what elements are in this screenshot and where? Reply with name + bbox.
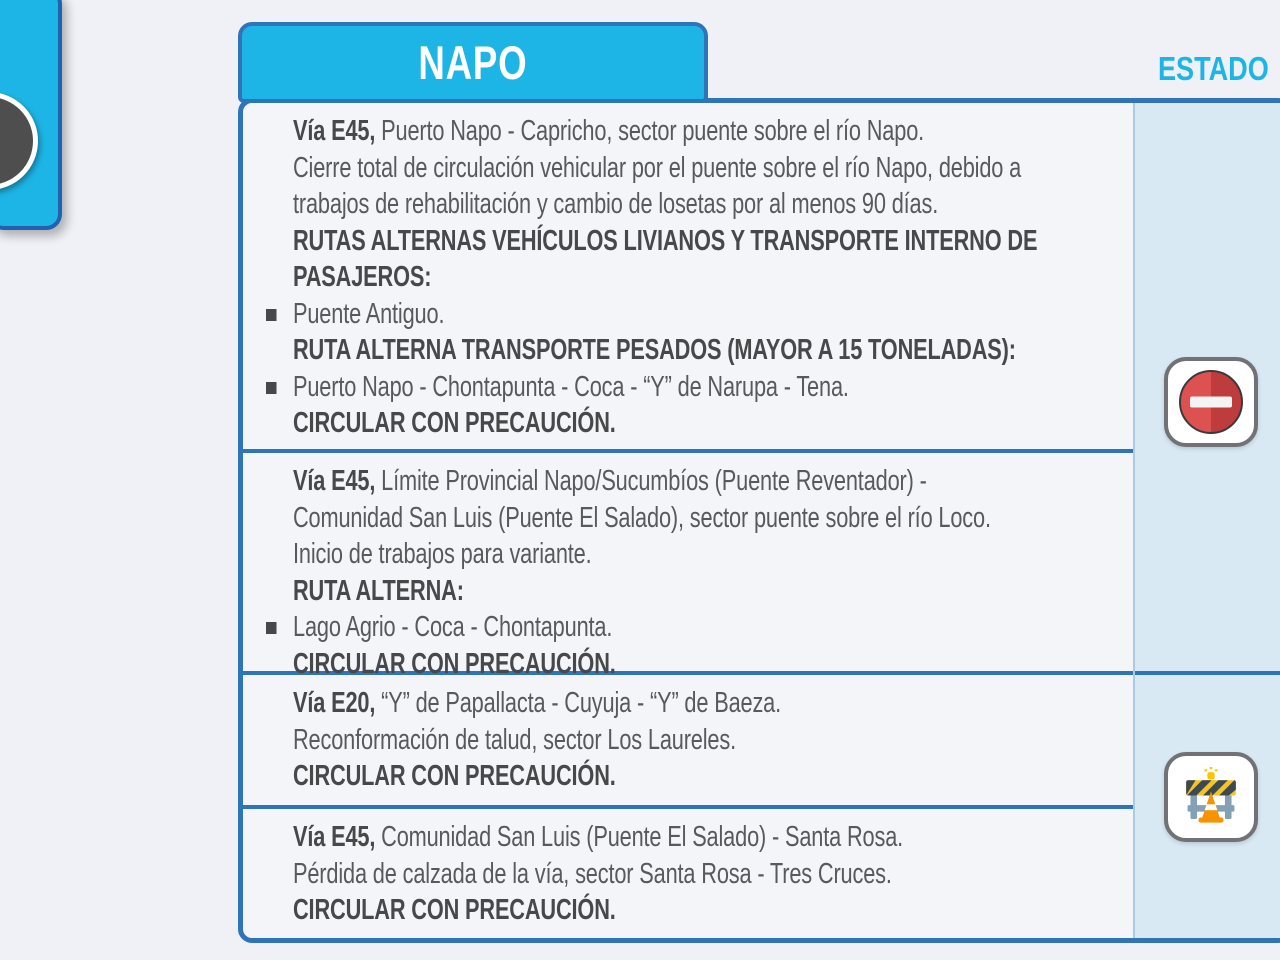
roadwork-icon: [1178, 764, 1244, 830]
route-code: Vía E45,: [293, 115, 376, 147]
route-line: Inicio de trabajos para variante.: [293, 538, 592, 570]
route-line: [293, 113, 1163, 150]
caution-note: CIRCULAR CON PRECAUCIÓN.: [293, 760, 616, 792]
route-line: [293, 463, 1163, 500]
road-status-table: [238, 98, 1280, 943]
table-row: [243, 453, 1133, 680]
route-code: Vía E20,: [293, 687, 376, 719]
status-card: [1164, 752, 1258, 842]
route-line: Comunidad San Luis (Puente El Salado), sector puente sobre el río Loco.: [293, 501, 991, 534]
alt-route-heading: RUTA ALTERNA TRANSPORTE PESADOS (MAYOR A 15 TONELADAS):: [293, 334, 1016, 366]
alt-route-item: Puente Antiguo.: [293, 296, 1163, 333]
tab-napo-label: NAPO: [418, 36, 528, 89]
no-entry-icon: [1179, 370, 1243, 434]
route-line: [293, 685, 1163, 722]
route-line: Pérdida de calzada de la vía, sector Santa Rosa - Tres Cruces.: [293, 857, 892, 890]
route-code: Vía E45,: [293, 465, 376, 497]
alt-route-item: Lago Agrio - Coca - Chontapunta.: [293, 609, 1163, 646]
route-description: Comunidad San Luis (Puente El Salado) - Santa Rosa.: [375, 821, 904, 853]
route-line: [293, 819, 1163, 856]
alt-route-heading: RUTA ALTERNA:: [293, 574, 464, 607]
route-description: “Y” de Papallacta - Cuyuja - “Y” de Baeza.: [375, 687, 782, 719]
route-line: Cierre total de circulación vehicular por el puente sobre el río Napo, debido a: [293, 151, 1022, 184]
nav-circle-button[interactable]: [0, 92, 38, 190]
caution-note: CIRCULAR CON PRECAUCIÓN.: [293, 407, 616, 439]
estado-column-header: ESTADO: [1158, 50, 1269, 87]
alt-route-heading: PASAJEROS:: [293, 261, 432, 293]
route-line: trabajos de rehabilitación y cambio de losetas por al menos 90 días.: [293, 188, 939, 220]
caution-note: CIRCULAR CON PRECAUCIÓN.: [293, 647, 616, 680]
caution-note: CIRCULAR CON PRECAUCIÓN.: [293, 894, 616, 926]
table-row: [243, 103, 1133, 453]
alt-route-item: Puerto Napo - Chontapunta - Coca - “Y” de Narupa - Tena.: [293, 369, 1163, 406]
tab-napo[interactable]: [238, 22, 708, 103]
route-code: Vía E45,: [293, 821, 376, 853]
table-row: [243, 675, 1133, 809]
alt-route-heading: RUTAS ALTERNAS VEHÍCULOS LIVIANOS Y TRANSPORTE INTERNO DE: [293, 224, 1038, 257]
status-card: [1164, 357, 1258, 447]
table-row: [243, 809, 1133, 938]
route-description: Límite Provincial Napo/Sucumbíos (Puente Reventador) -: [375, 465, 927, 497]
side-panel: [0, 0, 62, 230]
route-description: Puerto Napo - Capricho, sector puente sobre el río Napo.: [375, 115, 925, 147]
route-line: Reconformación de talud, sector Los Laureles.: [293, 723, 737, 756]
table-content-column: [243, 103, 1133, 938]
